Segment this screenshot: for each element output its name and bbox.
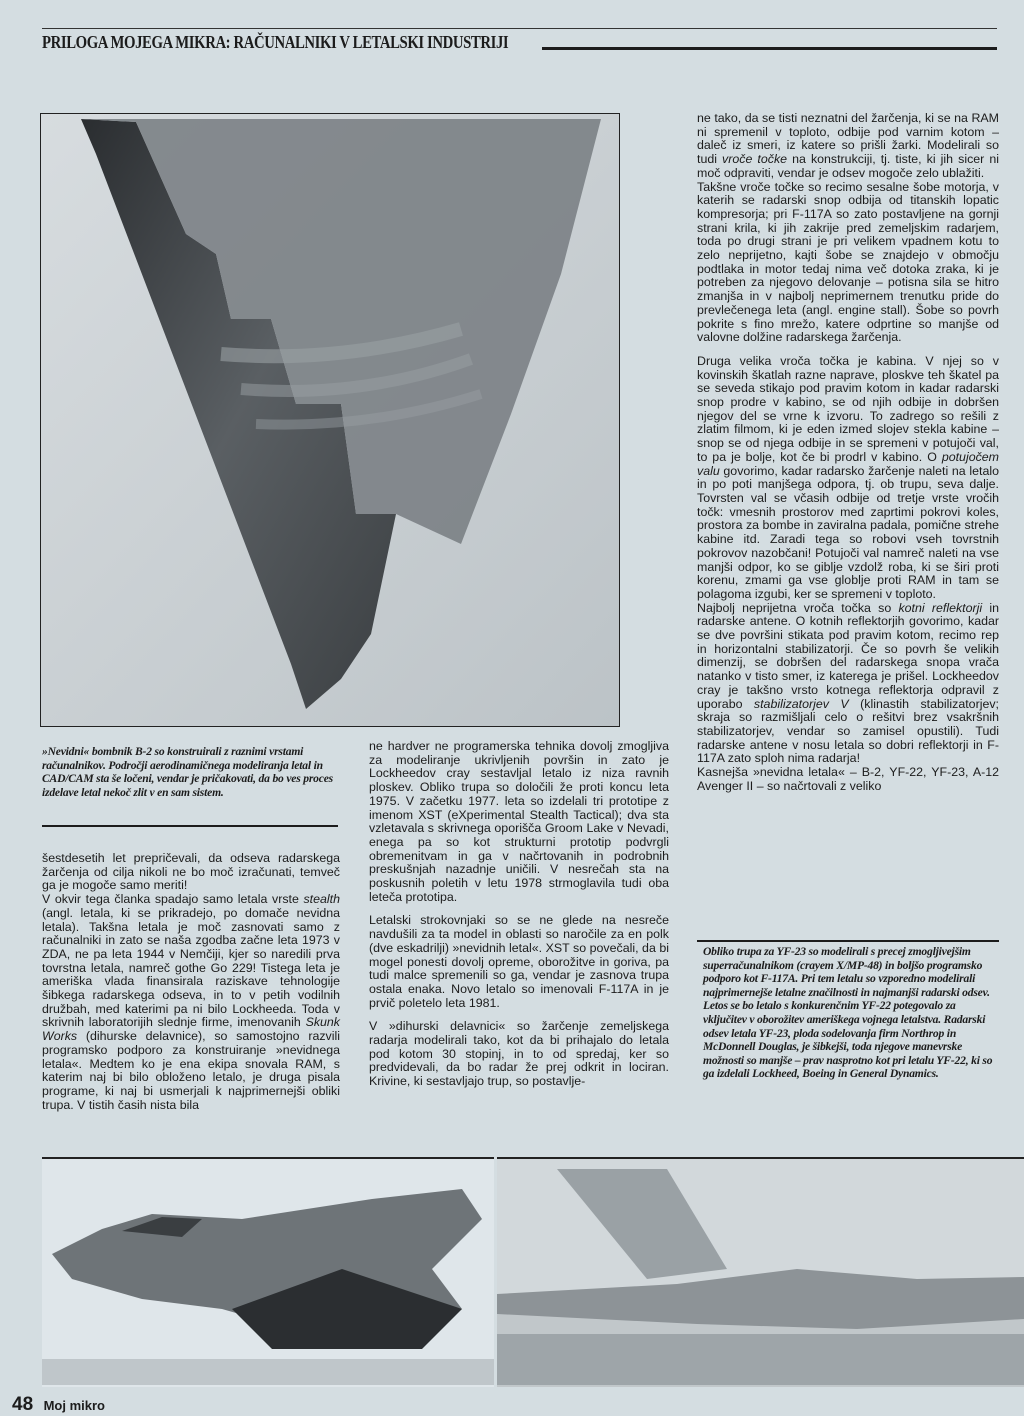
yf22-photo bbox=[497, 1157, 1024, 1387]
yf22-aircraft-illustration bbox=[497, 1159, 1024, 1385]
paragraph: V »dihurski delavnici« so žarčenje zemeljskega radarja modelirali tako, kot da bi prihajalo do letala pod kotom 30 stopinj, in to od spredaj, ker so predvidevali, da bo radar že prej odkrit in lociran. Krivine, ki sestavljajo trup, so postavlje- bbox=[369, 1019, 669, 1089]
text-run: (angl. letala, ki se prikradejo, po domače nevidna letala). Takšna letala je moč zasnovati samo z računalniki in zato se naša zgodba začne leta 1973 v ZDA, ne pa leta 1944 v Nemčiji, kjer so naredili prva tovrstna letala, namreč gothe Go 229! Tistega leta je ameriška vlada finansirala raziskave tehnologije šibkega radarskega odseva, in to v petih vodilnih družbah, med katerimi pa ni bilo Lockheeda. Toda v skrivnih laboratorijih slednje firme, imenovanih bbox=[42, 905, 340, 1030]
header-rule bbox=[542, 47, 997, 50]
column-middle bbox=[369, 740, 669, 1089]
caption-divider bbox=[697, 940, 999, 942]
emphasis: Skunk Works bbox=[42, 1015, 340, 1044]
caption-divider bbox=[42, 825, 338, 827]
text-run: in radarske antene. O kotnih reflektorjih govorimo, kadar se dve površini stikata pod pravim kotom, recimo rep in horizontalni stabilizatorji. Če so povrh še velikih dimenzij, se dobršen del radarskega snopa vrača natanko v tisto smer, iz katerega je prišel. Lockheedov cray je takšno vrsto kotnega reflektorja odpravil z uporabo bbox=[697, 600, 999, 711]
yf23-aircraft-illustration bbox=[42, 1159, 494, 1385]
text-run: (klinastih stabilizatorjev; skraja so razmišljali celo o rešitvi brez vsakršnih stabilizatorjev, vendar so zamisel opustili). Tudi radarske antene v nosu letala so dobri reflektorji in F-117A zato sploh nima radarja! bbox=[697, 696, 999, 766]
yf23-photo bbox=[42, 1157, 494, 1387]
text-run: (dihurske delavnice), so samostojno razvili programsko podporo za konstruiranje »nevidnega letala«. Medtem ko je ena ekipa snovala RAM, s katerim naj bi bilo obloženo letalo, je druga pisala programe, ki naj bi usmerjali k najprimernejši obliki trupa. V tistih časih nista bila bbox=[42, 1029, 340, 1112]
header-top-rule bbox=[42, 28, 997, 29]
b2-photo-caption: »Nevidni« bombnik B-2 so konstruirali z raznimi vrstami računalnikov. Področji aerodinamičnega modeliranja letal in CAD/CAM sta še ločeni, vendar je pričakovati, da bo ves proces izdelave letal nekoč zlit v en sam sistem. bbox=[42, 745, 333, 799]
text-run: na konstrukciji, tj. tiste, ki jih sicer ni moč odpraviti, vendar je odsev mogoče zelo ublažiti. bbox=[697, 152, 999, 180]
column-right bbox=[697, 112, 999, 793]
paragraph: Takšne vroče točke so recimo sesalne šobe motorja, v katerih se radarski snop odbija od titanskih lopatic kompresorja; pri F-117A so zato postavljene na gornji strani krila, ki jih zakrije pred zemeljskim radarjem, toda po drugi strani je pri velikem vpadnem kotu to zelo neprijetno, kajti šobe se znajdejo v območju podtlaka in motor tedaj nima več dotoka zraka, ki je potreben za njegovo delovanje – potisna sila se hitro zmanjša in v najbolj neprimernem trenutku pride do prevlečenega leta (angl. engine stall). Šobe so povrh pokrite s fino mrežo, katere odprtine so manjše od valovne dolžine radarskega žarčenja. bbox=[697, 179, 999, 345]
emphasis: potujočem valu bbox=[697, 449, 999, 478]
paragraph bbox=[697, 355, 999, 602]
yf23-photo-caption: Obliko trupa za YF-23 so modelirali s precej zmogljivejšim superračunalnikom (crayem X/MP-48) in boljšo programsko podporo kot F-117A. Pri tem letalu so vzporedno modelirali najprimernejše letalne značilnosti in najmanjši radarski odsev. Letos se bo letalo s konkurenčnim YF-22 potegovalo za vključitev v oborožitev ameriškega vojnega letalstva. Radarski odsev letala YF-23, ploda sodelovanja firm Northrop in McDonnell Douglas, je šibkejši, toda njegove manevrske možnosti so manjše – prav nasprotno kot pri letalu YF-22, ki so ga izdelali Lockheed, Boeing in General Dynamics. bbox=[703, 945, 993, 1081]
column-left bbox=[42, 852, 340, 1112]
emphasis: kotni reflektorji bbox=[898, 600, 983, 615]
page-title: PRILOGA MOJEGA MIKRA: RAČUNALNIKI V LETALSKI INDUSTRIJI bbox=[42, 32, 509, 52]
text-run: V okvir tega članka spadajo samo letala vrste bbox=[42, 892, 304, 907]
page-header bbox=[42, 28, 997, 52]
text-run: Druga velika vroča točka je kabina. V njej so v kovinskih škatlah razne naprave, ploskve teh škatel pa se seveda stikajo pod pravim kotom in kadar radarski snop prodre v kabino, se od njih odbije in dobršen njegov del se vrne k izvoru. To zadrego so rešili z zlatim filmom, ki je eden izmed slojev stekla kabine – snop se od njega odbije in se spremeni v potujoči val, to pa je bolje, kot če bi prodrl v kabino. O bbox=[697, 353, 999, 464]
text-run: govorimo, kadar radarsko žarčenje naleti na letalo in po poti manjšega odpora, tj. ob trupu, seva dalje. Tovrsten val se včasih odbije od tretje vrste vročih točk: vmesnih prostorov med zaprtimi pokrovi koles, prostora za bombe in zaviralna padala, pomične strehe kabine itd. Zaradi tega so robovi vseh tovrstnih pokrovov nazobčani! Potujoči val namreč naleti na vse manjši odpor, ko se giblje vzdolž roba, ki se širi proti korenu, zmami ga vse globlje proti RAM in tam se polagoma izgubi, ker se spremeni v toploto. bbox=[697, 463, 999, 601]
paragraph: Letalski strokovnjaki so se ne glede na nesreče navdušili za ta model in oblasti so naročile za en polk (dve eskadrilji) »nevidnih letal«. XST so povečali, da bi mogel ponesti dovolj opreme, oborožitve in goriva, pa tudi malce spremenili so ga, vendar je zasnova trupa ostala enaka. Novo letalo so imenovali F-117A in je prvič poletelo leta 1981. bbox=[369, 913, 669, 1010]
emphasis: stealth bbox=[303, 892, 340, 907]
emphasis: vroče točke bbox=[722, 152, 788, 167]
paragraph: šestdesetih let prepričevali, da odseva radarskega žarčenja od cilja nikoli ne bo moč izračunati, temveč ga je mogoče samo meriti! bbox=[42, 851, 340, 893]
b2-bomber-photo bbox=[40, 113, 620, 727]
page-footer bbox=[12, 1394, 105, 1416]
text-run: ne tako, da se tisti neznatni del žarčenja, ki se na RAM ni spremenil v toploto, odbije pod varnim kotom – daleč iz smeri, iz katere so prišli žarki. Modelirali so tudi bbox=[697, 111, 999, 167]
paragraph bbox=[42, 893, 340, 1112]
b2-bomber-illustration bbox=[41, 114, 619, 726]
magazine-name: Moj mikro bbox=[43, 1398, 105, 1413]
paragraph: Kasnejša »nevidna letala« – B-2, YF-22, YF-23, A-12 Avenger II – so načrtovali z veliko bbox=[697, 765, 999, 793]
paragraph bbox=[697, 602, 999, 766]
paragraph bbox=[697, 112, 999, 181]
text-run: Najbolj neprijetna vroča točka so bbox=[697, 600, 899, 615]
page-number: 48 bbox=[12, 1394, 34, 1415]
paragraph: ne hardver ne programerska tehnika dovolj zmogljiva za modeliranje ukrivljenih površin in zato je Lockheedov cray sestavljal letalo iz niza ravnih ploskev. Obliko trupa so določili že proti koncu leta 1975. V začetku 1977. leta so izdelali tri prototipe z imenom XST (eXperimental Stealth Tactical); dva sta vzletavala s skrivnega oporišča Groom Lake v Nevadi, enega pa so kot strukturni prototip podvrgli obremenitvam in ga v načrtovanih in podrobnih preskušnjah nazadnje uničili. V nesrečah sta na poskusnih poletih v letu 1978 strmoglavila tudi oba leteča prototipa. bbox=[369, 739, 669, 904]
emphasis: stabilizatorjev V bbox=[753, 696, 849, 711]
